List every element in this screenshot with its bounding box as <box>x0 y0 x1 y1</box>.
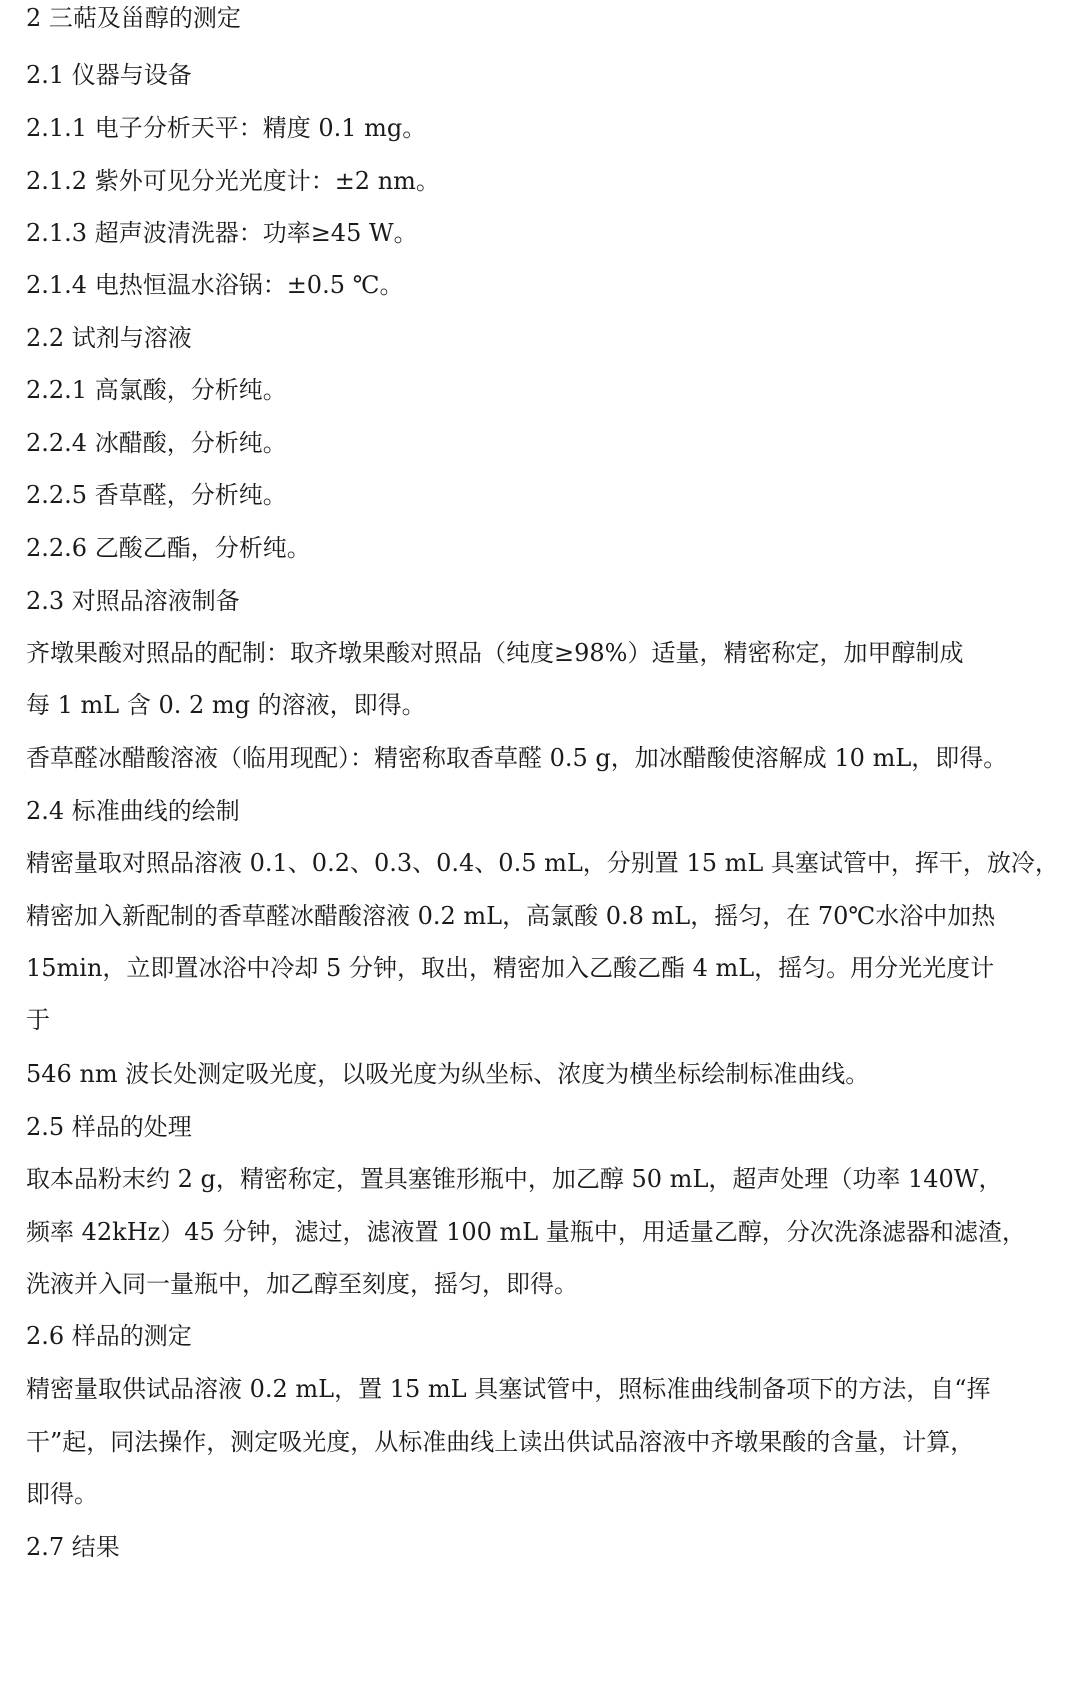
item-2-2-6: 2.2.6 乙酸乙酯，分析纯。 <box>26 534 311 562</box>
paragraph-line: 频率 42kHz）45 分钟，滤过，滤液置 100 mL 量瓶中，用适量乙醇，分次洗涤滤器和滤渣， <box>26 1218 1026 1246</box>
heading-2-1: 2.1 仪器与设备 <box>26 61 192 89</box>
item-2-1-1: 2.1.1 电子分析天平：精度 0.1 mg。 <box>26 114 427 142</box>
paragraph-line: 齐墩果酸对照品的配制：取齐墩果酸对照品（纯度≥98%）适量，精密称定，加甲醇制成 <box>26 639 964 667</box>
heading-2-4: 2.4 标准曲线的绘制 <box>26 797 240 825</box>
paragraph-line: 香草醛冰醋酸溶液（临用现配）：精密称取香草醛 0.5 g，加冰醋酸使溶解成 10 mL，即得。 <box>26 744 1008 772</box>
heading-section-2: 2 三萜及甾醇的测定 <box>26 4 241 32</box>
item-2-2-5: 2.2.5 香草醛，分析纯。 <box>26 481 287 509</box>
paragraph-line: 精密量取对照品溶液 0.1、0.2、0.3、0.4、0.5 mL，分别置 15 mL 具塞试管中，挥干，放冷， <box>26 849 1059 877</box>
paragraph-line: 取本品粉末约 2 g，精密称定，置具塞锥形瓶中，加乙醇 50 mL，超声处理（功率 140W， <box>26 1165 1003 1193</box>
paragraph-line: 546 nm 波长处测定吸光度，以吸光度为纵坐标、浓度为横坐标绘制标准曲线。 <box>26 1060 870 1088</box>
item-2-1-3: 2.1.3 超声波清洗器：功率≥45 W。 <box>26 219 418 247</box>
paragraph-line: 洗液并入同一量瓶中，加乙醇至刻度，摇匀，即得。 <box>26 1270 578 1298</box>
item-2-2-1: 2.2.1 高氯酸，分析纯。 <box>26 376 287 404</box>
paragraph-line: 精密加入新配制的香草醛冰醋酸溶液 0.2 mL，高氯酸 0.8 mL，摇匀，在 70℃水浴中加热 <box>26 902 996 930</box>
heading-2-3: 2.3 对照品溶液制备 <box>26 587 240 615</box>
paragraph-line: 于 <box>26 1006 50 1034</box>
heading-2-7: 2.7 结果 <box>26 1533 120 1561</box>
item-2-1-2: 2.1.2 紫外可见分光光度计：±2 nm。 <box>26 167 440 195</box>
item-2-1-4: 2.1.4 电热恒温水浴锅：±0.5 ℃。 <box>26 271 404 299</box>
paragraph-line: 每 1 mL 含 0. 2 mg 的溶液，即得。 <box>26 691 426 719</box>
paragraph-line: 即得。 <box>26 1480 98 1508</box>
item-2-2-4: 2.2.4 冰醋酸，分析纯。 <box>26 429 287 457</box>
heading-2-5: 2.5 样品的处理 <box>26 1113 192 1141</box>
paragraph-line: 精密量取供试品溶液 0.2 mL，置 15 mL 具塞试管中，照标准曲线制备项下的方法，自“挥 <box>26 1375 991 1403</box>
heading-2-2: 2.2 试剂与溶液 <box>26 324 192 352</box>
paragraph-line: 15min，立即置冰浴中冷却 5 分钟，取出，精密加入乙酸乙酯 4 mL，摇匀。用分光光度计 <box>26 954 995 982</box>
paragraph-line: 干”起，同法操作，测定吸光度，从标准曲线上读出供试品溶液中齐墩果酸的含量，计算， <box>26 1428 975 1456</box>
heading-2-6: 2.6 样品的测定 <box>26 1322 192 1350</box>
